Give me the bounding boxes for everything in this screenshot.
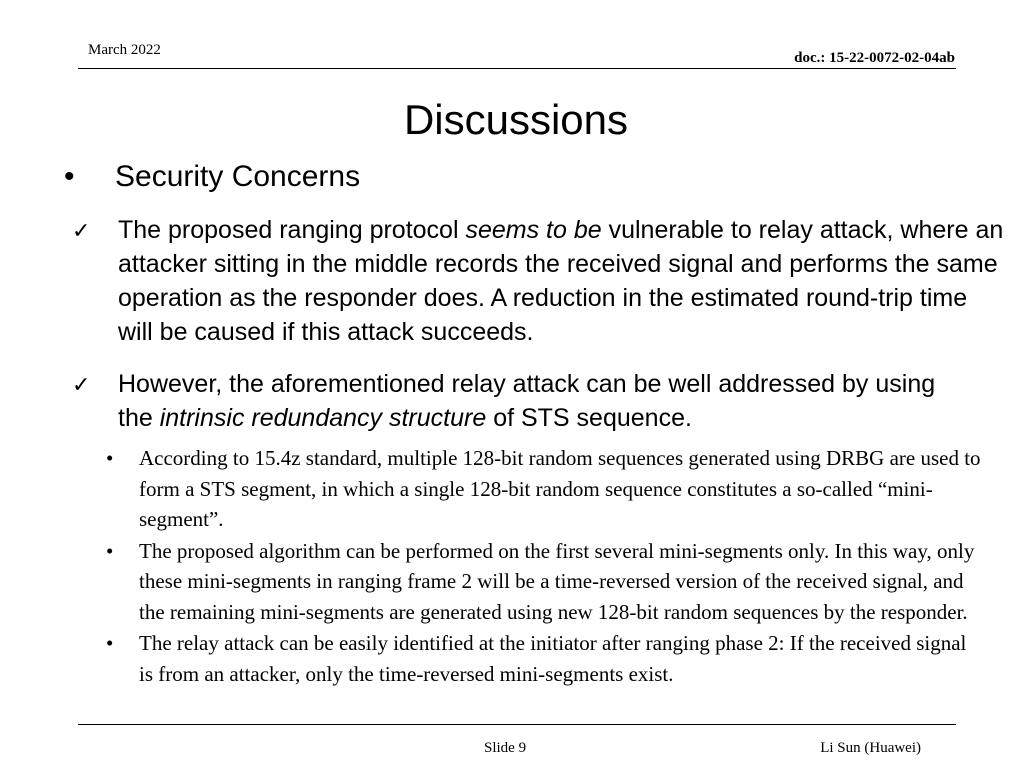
slide-number: Slide 9 — [484, 740, 527, 756]
list-item-text: The relay attack can be easily identified at the initiator after ranging phase 2: If the received signal is from an attacker, only the time-reversed mini-segments exist. — [139, 631, 967, 686]
bullet-icon: • — [106, 446, 114, 470]
list-item — [103, 536, 983, 628]
list-item-text: According to 15.4z standard, multiple 128-bit random sequences generated using DRBG are used to form a STS segment, in which a single 128-bit random sequence constitutes a so-called “mini-segment”. — [139, 446, 981, 531]
bullet-icon: • — [106, 538, 114, 563]
point-paragraph — [118, 367, 948, 435]
footer-divider — [78, 724, 956, 725]
header-date: March 2022 — [88, 42, 161, 58]
point-paragraph — [118, 213, 1011, 349]
header-divider — [78, 68, 956, 69]
list-item-text: The proposed algorithm can be performed on the first several mini-segments only. In this way, only these mini-segments in ranging frame 2 will be a time-reversed version of the received signal, and the remaining mini-segments are generated using new 128-bit random sequences by the responder. — [139, 538, 975, 624]
header-doc-id: doc.: 15-22-0072-02-04ab — [794, 50, 955, 66]
point-text: vulnerable to relay attack, where an attacker sitting in the middle records the received signal and performs the same operation as the responder does. A reduction in the estimated round-trip time will be caused if this attack succeeds. — [118, 216, 1011, 346]
point-text: The proposed ranging protocol — [118, 216, 466, 244]
section-bullet-icon: • — [64, 160, 75, 193]
point-emphasis: seems to be — [465, 216, 602, 244]
bullet-icon: • — [106, 631, 114, 655]
slide-title: Discussions — [403, 96, 629, 143]
list-item — [103, 628, 983, 689]
sub-point-list — [103, 443, 983, 690]
author-credit: Li Sun (Huawei) — [820, 740, 921, 756]
section-heading: Security Concerns — [115, 160, 361, 193]
point-emphasis: intrinsic redundancy structure — [159, 404, 487, 432]
point-text: However, the aforementioned relay attack can be well addressed by using the — [118, 370, 943, 432]
list-item — [103, 443, 983, 535]
checkmark-icon: ✓ — [72, 373, 91, 398]
checkmark-icon: ✓ — [72, 219, 91, 244]
point-text: of STS sequence. — [486, 404, 692, 432]
